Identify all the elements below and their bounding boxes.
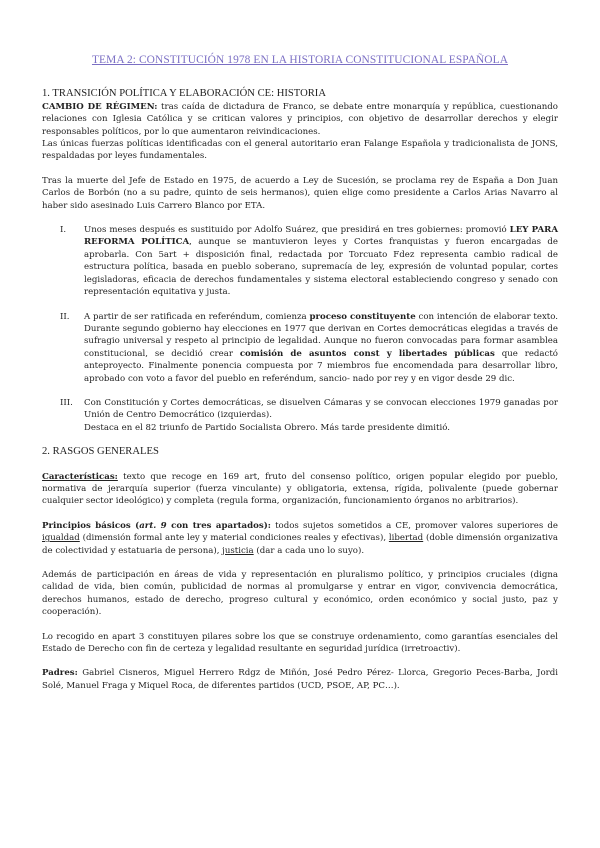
list-item [42,311,558,385]
fuerzas-paragraph: Las únicas fuerzas políticas identificadas con el general autoritario eran Falange Española y tradicionalista de JONS, respaldadas por leyes fundamentales. [42,139,558,162]
list-number: III. [60,397,73,408]
list-number: II. [60,311,70,322]
list-text: Con Constitución y Cortes democráticas, se disuelven Cámaras y se convocan elecciones 1979 ganadas por Unión de Centro Democrático (izquierdas). Destaca en el 82 triunfo de Partido Socialista Obrero. Más tarde presidente dimitió. [84,397,558,433]
principios-paragraph: Principios básicos (art. 9 con tres apartados): todos sujetos sometidos a CE, promover valores superiores de igualdad (dimensión formal ante ley y material condiciones reales y efectivas), libertad (doble dimensión organizativa de colectividad y estatuaria de persona), justicia (dar a cada uno lo suyo). [42,520,558,556]
document-title: TEMA 2: CONSTITUCIÓN 1978 EN LA HISTORIA CONSTITUCIONAL ESPAÑOLA [91,54,509,66]
ademas-paragraph: Además de participación en áreas de vida y representación en pluralismo político, y principios cruciales (digna calidad de vida, bien común, publicidad de normas al promulgarse y entrar en vigor, convivencia democrática, derechos humanos, estado de derecho, progreso cultural y económico, orden económico y social justo, paz y cooperación). [42,570,558,618]
caracteristicas-paragraph: Características: texto que recoge en 169 art, fruto del consenso político, origen popular elegido por pueblo, normativa de jerarquía superior (fuerza vinculante) y obligatoria, extensa, rígida, polivalente (puede gobernar cualquier sector ideológico) y completa (regula forma, organización, funcionamiento órganos no arbitrarios). [42,471,558,507]
cambio-label: CAMBIO DE RÉGIMEN: [42,101,158,112]
muerte-paragraph: Tras la muerte del Jefe de Estado en 1975, de acuerdo a Ley de Sucesión, se proclama rey de España a Don Juan Carlos de Borbón (no a su padre, quinto de seis hermanos), quien elige como presidente a Carlos Arias Navarro al haber sido asesinado Luis Carrero Blanco por ETA. [42,175,558,211]
section-2-heading: 2. RASGOS GENERALES [42,446,159,458]
recogido-paragraph: Lo recogido en apart 3 constituyen pilares sobre los que se construye ordenamiento, como garantías esenciales del Estado de Derecho con fin de certeza y legalidad resultante en seguridad jurídica (irretroactiv). [42,631,558,655]
list-text: A partir de ser ratificada en referéndum, comienza proceso constituyente con intención de elaborar texto. Durante segundo gobierno hay elecciones en 1977 que derivan en Cortes democráticas elegidas a través de sufragio universal y respeto al principio de legalidad. Aunque no fueron convocadas para formar asamblea constitucional, se decidió crear comisión de asuntos const y libertades públicas que redactó anteproyecto. Finalmente ponencia compuesta por 7 miembros fue encomendada para desarrollar libro, aprobado con voto a favor del pueblo en referéndum, sancio- nado por rey y en vigor desde 29 dic. [84,311,558,384]
cambio-regimen-paragraph: CAMBIO DE RÉGIMEN: tras caída de dictadura de Franco, se debate entre monarquía y república, cuestionando relaciones con Iglesia Católica y se critican valores y principios, con objetivo de desarrollar derechos y elegir responsables políticos, por lo que aumentaron reivindicaciones. [42,101,558,137]
padres-paragraph: Padres: Gabriel Cisneros, Miguel Herrero Rdgz de Miñón, José Pedro Pérez- Llorca, Gregorio Peces-Barba, Jordi Solé, Manuel Fraga y Miquel Roca, de diferentes partidos (UCD, PSOE, AP, PC…). [42,668,558,691]
list-number: I. [60,225,67,236]
section-1-heading: 1. TRANSICIÓN POLÍTICA Y ELABORACIÓN CE: HISTORIA [42,88,326,100]
list-item [42,397,558,434]
list-text: Unos meses después es sustituido por Adolfo Suárez, que presidirá en tres gobiernes: promovió LEY PARA REFORMA POLÍTICA, aunque se mantuvieron leyes y Cortes franquistas y fueron encargadas de aprobarla. Con 5art + disposición final, redactada por Torcuato Fdez representa cambio radical de estructura política, basada en pueblo soberano, supremacía de ley, expresión de voluntad popular, cortes legisladoras, eficacia de derechos fundamentales y sistema electoral estableciendo congreso y senado con representación equitativa y justa. [84,225,558,298]
list-item [42,224,558,298]
roman-list [42,224,558,434]
